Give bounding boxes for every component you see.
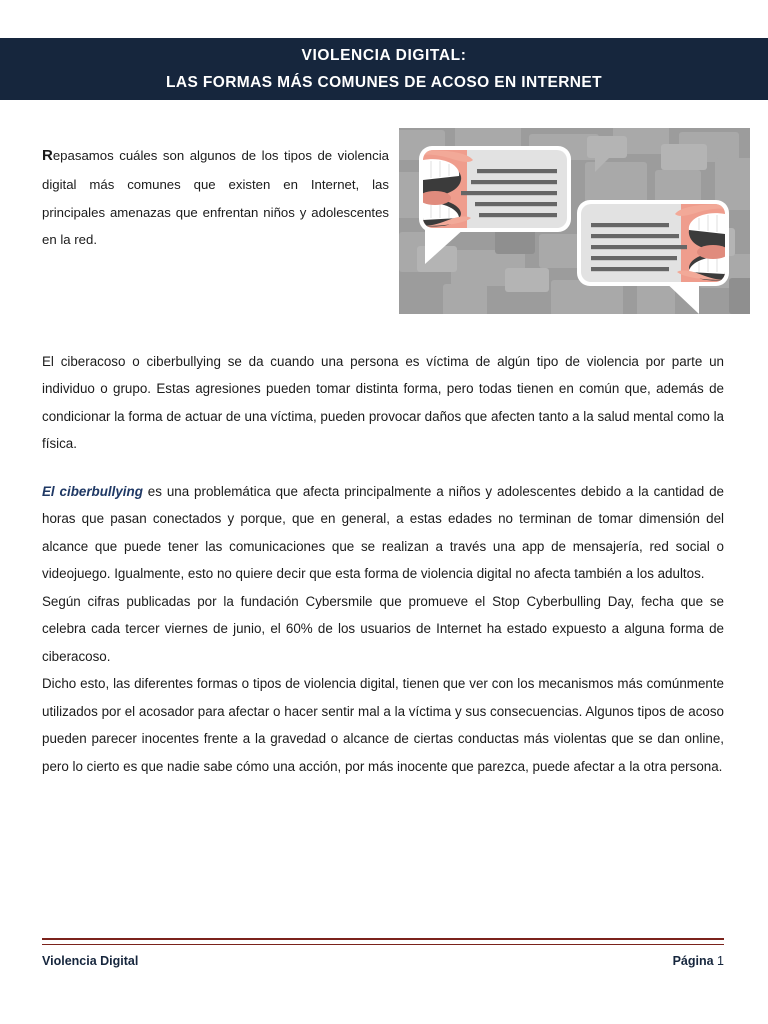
speech-bubbles-illustration [399, 128, 750, 314]
open-mouth-left [419, 150, 473, 228]
intro-dropcap: R [42, 147, 53, 164]
document-title-line-2: LAS FORMAS MÁS COMUNES DE ACOSO EN INTERNET [165, 73, 602, 91]
paragraph-ciberacoso: El ciberacoso o ciberbullying se da cuando una persona es víctima de algún tipo de violencia por parte un individuo o grupo. Estas agresiones pueden tomar distinta forma, pero todas tienen en común que, además de condicionar la forma de actuar de una víctima, pueden provocar daños que afecten tanto a la salud mental como la física. [42, 354, 724, 452]
footer-document-name: Violencia Digital [42, 954, 139, 968]
footer-page-label: Página [672, 954, 714, 968]
lead-term-ciberbullying: El ciberbullying [42, 483, 143, 499]
footer-divider [42, 938, 724, 945]
page-footer [42, 938, 724, 968]
document-body [42, 128, 724, 780]
intro-paragraph-text: epasamos cuáles son algunos de los tipos de violencia digital más comunes que existen en Internet, las principales amenazas que enfrentan niños y adolescentes en la red. [42, 148, 389, 248]
document-title-line-1: VIOLENCIA DIGITAL: [301, 47, 467, 65]
intro-paragraph [42, 128, 389, 254]
paragraph-formas: Dicho esto, las diferentes formas o tipos de violencia digital, tienen que ver con los mecanismos más comúnmente utilizados por el acosador para afectar o hacer sentir mal a la víctima y sus consecuencias. Algunos tipos de acoso pueden parecer inocentes frente a la gravedad o alcance de ciertas conductas más violentas que se dan online, pero lo cierto es que nadie sabe cómo una acción, por más inocente que parezca, puede afectar a la otra persona. [42, 676, 724, 774]
footer-row [42, 954, 724, 968]
footer-page-number-value: 1 [717, 954, 724, 968]
open-mouth-right [675, 204, 729, 282]
paragraph-cybersmile: Según cifras publicadas por la fundación Cybersmile que promueve el Stop Cyberbulling Day, fecha que se celebra cada tercer viernes de junio, el 60% de los usuarios de Internet ha estado expuesto a alguna forma de ciberacoso. [42, 593, 724, 664]
document-title-banner [0, 38, 768, 100]
intro-section [42, 128, 724, 328]
paragraph-ciberbullying-text: es una problemática que afecta principalmente a niños y adolescentes debido a la cantidad de horas que pasan conectados y porque, que en general, a estas edades no terminan de tomar dimensión del alcance que puede tener las comunicaciones que se realizan a través una app de mensajería, red social o videojuego. Igualmente, esto no quiere decir que esta forma de violencia digital no afecta también a los adultos. [42, 483, 724, 582]
speech-bubbles-svg [399, 128, 750, 314]
paragraph-ciberbullying [42, 478, 724, 588]
footer-page-indicator [673, 954, 724, 968]
